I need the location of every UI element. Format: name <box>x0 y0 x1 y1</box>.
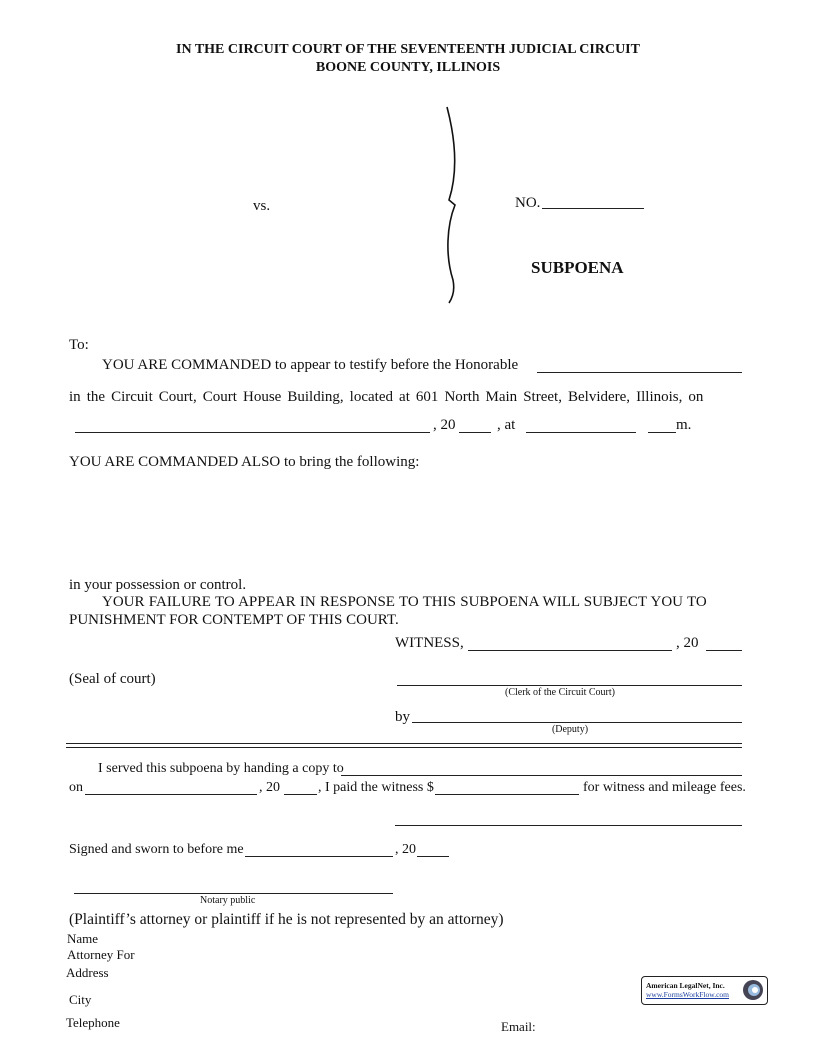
witness-date-field[interactable] <box>468 650 672 651</box>
year-field[interactable] <box>459 432 491 433</box>
on-label: on <box>69 780 83 795</box>
service-year-prefix: , 20 <box>259 780 280 795</box>
logo-url[interactable]: www.FormsWorkFlow.com <box>646 990 730 999</box>
seal-label: (Seal of court) <box>69 671 156 687</box>
fee-amount-field[interactable] <box>435 794 579 795</box>
commanded-also-text: YOU ARE COMMANDED ALSO to bring the following: <box>69 454 420 470</box>
failure-text-2: PUNISHMENT FOR CONTEMPT OF THIS COURT. <box>69 612 399 628</box>
deputy-signature-field[interactable] <box>412 722 742 723</box>
service-date-field[interactable] <box>85 794 257 795</box>
globe-icon <box>742 979 764 1001</box>
served-person-field[interactable] <box>341 775 742 776</box>
judge-field[interactable] <box>537 372 742 373</box>
vs-label: vs. <box>253 198 271 214</box>
date-field[interactable] <box>75 432 430 433</box>
clerk-label: (Clerk of the Circuit Court) <box>505 687 615 698</box>
m-label: m. <box>676 417 692 433</box>
name-label: Name <box>67 931 99 946</box>
paid-text: , I paid the witness $ <box>318 780 434 795</box>
service-year-field[interactable] <box>284 794 317 795</box>
attorney-for-label: Attorney For <box>67 947 135 962</box>
attorney-heading: (Plaintiff’s attorney or plaintiff if he is not represented by an attorney) <box>69 911 504 928</box>
witness-label: WITNESS, <box>395 635 464 651</box>
case-number-label: NO. <box>515 195 541 211</box>
case-number-field[interactable] <box>542 208 644 209</box>
served-text: I served this subpoena by handing a copy to <box>98 761 344 776</box>
divider <box>66 743 742 744</box>
email-label: Email: <box>501 1019 536 1034</box>
witness-year-prefix: , 20 <box>676 635 699 651</box>
deputy-label: (Deputy) <box>551 724 589 735</box>
address-label: Address <box>66 965 109 980</box>
to-label: To: <box>69 337 89 353</box>
commanded-text: YOU ARE COMMANDED to appear to testify before the Honorable <box>102 357 519 373</box>
by-label: by <box>395 709 410 725</box>
county-heading: BOONE COUNTY, ILLINOIS <box>315 60 501 75</box>
notary-label: Notary public <box>200 895 256 906</box>
failure-text-1: YOUR FAILURE TO APPEAR IN RESPONSE TO THIS SUBPOENA WILL SUBJECT YOU TO <box>102 594 707 610</box>
year-prefix: , 20 <box>433 417 456 433</box>
logo-company: American LegalNet, Inc. <box>646 981 725 990</box>
server-signature-field[interactable] <box>395 825 742 826</box>
at-label: , at <box>497 417 516 433</box>
fees-text: for witness and mileage fees. <box>583 780 746 795</box>
city-label: City <box>69 992 92 1007</box>
legalnet-logo[interactable] <box>641 976 768 1005</box>
ampm-field[interactable] <box>648 432 676 433</box>
sworn-text: Signed and sworn to before me <box>69 842 244 857</box>
divider <box>66 747 742 748</box>
telephone-label: Telephone <box>66 1015 120 1030</box>
witness-year-field[interactable] <box>706 650 742 651</box>
sworn-date-field[interactable] <box>245 856 393 857</box>
notary-signature-field[interactable] <box>74 893 393 894</box>
location-text: in the Circuit Court, Court House Building, located at 601 North Main Street, Belvidere, Illinois, on <box>69 389 704 405</box>
possession-text: in your possession or control. <box>69 577 247 593</box>
caption-brace <box>435 105 465 305</box>
clerk-signature-field[interactable] <box>397 685 742 686</box>
time-field[interactable] <box>526 432 636 433</box>
sworn-year-field[interactable] <box>417 856 449 857</box>
sworn-year-prefix: , 20 <box>395 842 416 857</box>
document-title: SUBPOENA <box>531 258 624 277</box>
court-heading: IN THE CIRCUIT COURT OF THE SEVENTEENTH JUDICIAL CIRCUIT <box>176 42 640 57</box>
